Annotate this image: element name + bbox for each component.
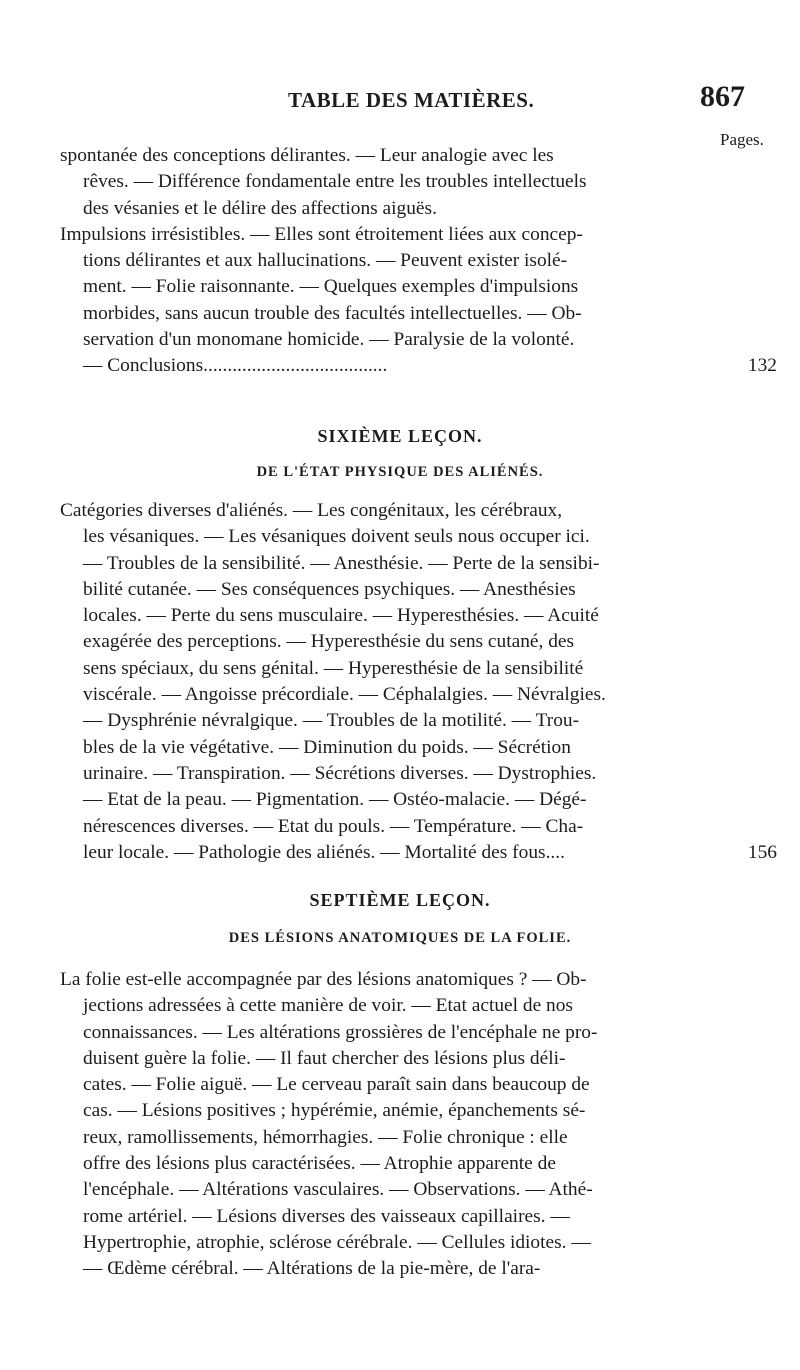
entry-line-last bbox=[60, 353, 777, 379]
entry-line: — Etat de la peau. — Pigmentation. — Ostéo-malacie. — Dégé- bbox=[83, 789, 587, 811]
entry-line: locales. — Perte du sens musculaire. — Hyperesthésies. — Acuité bbox=[83, 605, 599, 627]
entry-line: viscérale. — Angoisse précordiale. — Céphalalgies. — Névralgies. bbox=[83, 684, 606, 706]
entry-line: bles de la vie végétative. — Diminution du poids. — Sécrétion bbox=[83, 736, 571, 758]
entry-text: leur locale. — Pathologie des aliénés. — Mortalité des fous.... bbox=[83, 841, 565, 863]
entry-line: cas. — Lésions positives ; hypérémie, anémie, épanchements sé- bbox=[83, 1100, 586, 1122]
entry-line-last bbox=[60, 840, 777, 866]
toc-entry-lecon-7 bbox=[60, 967, 765, 1283]
entry-line: Hypertrophie, atrophie, sclérose cérébrale. — Cellules idiotes. — bbox=[83, 1231, 591, 1253]
entry-line: La folie est-elle accompagnée par des lésions anatomiques ? — Ob- bbox=[60, 969, 587, 990]
entry-line: reux, ramollissements, hémorrhagies. — Folie chronique : elle bbox=[83, 1126, 568, 1148]
entry-page-ref: 156 bbox=[747, 841, 777, 863]
entry-line: des vésanies et le délire des affections aiguës. bbox=[83, 197, 437, 219]
entry-line: offre des lésions plus caractérisées. — Atrophie apparente de bbox=[83, 1153, 556, 1175]
entry-line: ment. — Folie raisonnante. — Quelques exemples d'impulsions bbox=[83, 276, 579, 298]
entry-line: jections adressées à cette manière de voir. — Etat actuel de nos bbox=[83, 995, 573, 1017]
running-head bbox=[0, 80, 800, 120]
entry-line: les vésaniques. — Les vésaniques doivent seuls nous occuper ici. bbox=[83, 526, 590, 548]
entry-line: rêves. — Différence fondamentale entre les troubles intellectuels bbox=[83, 171, 587, 193]
entry-line: — Troubles de la sensibilité. — Anesthésie. — Perte de la sensibi- bbox=[83, 552, 600, 574]
entry-line: morbides, sans aucun trouble des facultés intellectuelles. — Ob- bbox=[83, 302, 582, 324]
entry-line: rome artériel. — Lésions diverses des vaisseaux capillaires. — bbox=[83, 1205, 570, 1227]
lecon-heading-7: SEPTIÈME LEÇON. bbox=[309, 890, 491, 910]
entry-line: cates. — Folie aiguë. — Le cerveau paraît sain dans beaucoup de bbox=[83, 1074, 590, 1096]
entry-line: bilité cutanée. — Ses conséquences psychiques. — Anesthésies bbox=[83, 578, 576, 600]
entry-line: duisent guère la folie. — Il faut chercher des lésions plus déli- bbox=[83, 1047, 566, 1069]
entry-line: connaissances. — Les altérations grossières de l'encéphale ne pro- bbox=[83, 1021, 598, 1043]
page-number: 867 bbox=[700, 80, 745, 113]
entry-line: tions délirantes et aux hallucinations. — Peuvent exister isolé- bbox=[83, 250, 568, 272]
lecon-subtitle-7: DES LÉSIONS ANATOMIQUES DE LA FOLIE. bbox=[228, 930, 572, 946]
entry-line: sens spéciaux, du sens génital. — Hyperesthésie de la sensibilité bbox=[83, 657, 584, 679]
entry-line: servation d'un monomane homicide. — Paralysie de la volonté. bbox=[83, 329, 575, 351]
entry-text: — Conclusions...................................... bbox=[83, 355, 388, 377]
entry-line: Impulsions irrésistibles. — Elles sont étroitement liées aux concep- bbox=[60, 223, 583, 245]
entry-line: Catégories diverses d'aliénés. — Les congénitaux, les cérébraux, bbox=[60, 500, 563, 521]
entry-line: urinaire. — Transpiration. — Sécrétions diverses. — Dystrophies. bbox=[83, 762, 597, 784]
toc-entry-continued bbox=[60, 143, 777, 380]
entry-line: nérescences diverses. — Etat du pouls. — Température. — Cha- bbox=[83, 815, 584, 837]
running-title: TABLE DES MATIÈRES. bbox=[288, 88, 535, 112]
toc-entry-lecon-6 bbox=[60, 498, 777, 866]
entry-line: exagérée des perceptions. — Hyperesthésie du sens cutané, des bbox=[83, 631, 575, 653]
entry-line: — Œdème cérébral. — Altérations de la pie-mère, de l'ara- bbox=[83, 1258, 541, 1280]
pages-column-label: Pages. bbox=[720, 130, 764, 149]
entry-line: l'encéphale. — Altérations vasculaires. — Observations. — Athé- bbox=[83, 1179, 593, 1201]
lecon-heading-6: SIXIÈME LEÇON. bbox=[317, 426, 483, 446]
entry-line: spontanée des conceptions délirantes. — Leur analogie avec les bbox=[60, 145, 554, 166]
entry-line: — Dysphrénie névralgique. — Troubles de la motilité. — Trou- bbox=[83, 710, 580, 732]
entry-page-ref: 132 bbox=[747, 355, 777, 377]
lecon-subtitle-6: DE L'ÉTAT PHYSIQUE DES ALIÉNÉS. bbox=[256, 464, 544, 480]
